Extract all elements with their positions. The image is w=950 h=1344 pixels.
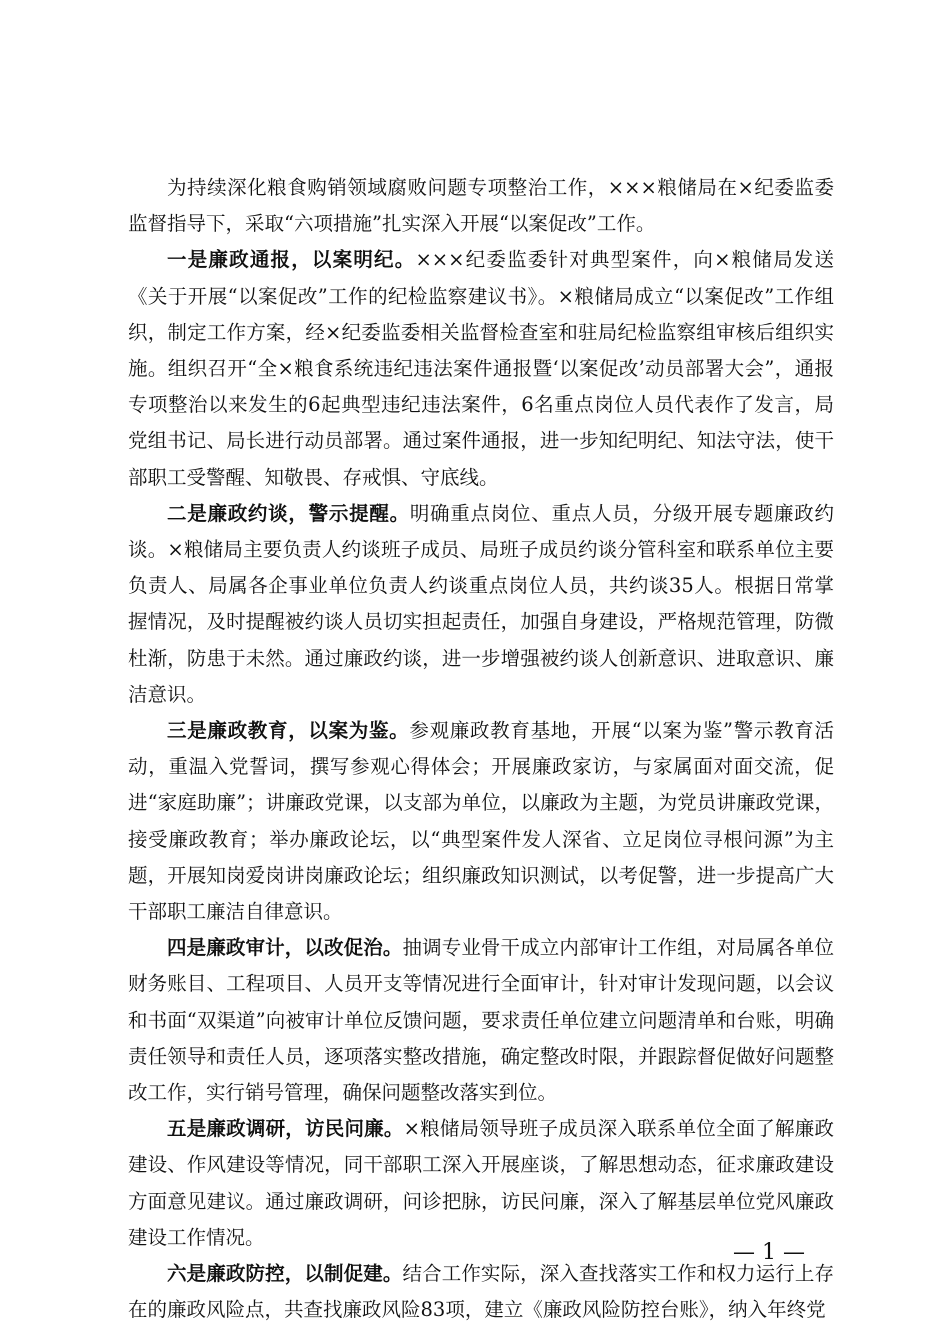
section-heading-1: 一是廉政通报，以案明纪。 — [167, 248, 416, 272]
section-body-6: 结合工作实际，深入查找落实工作和权力运行上存在的廉政风险点，共查找廉政风险83项，建立《廉政风险防控台账》，纳入年终党 — [128, 1262, 834, 1322]
section-paragraph-4 — [128, 930, 834, 1111]
section-paragraph-3 — [128, 713, 834, 930]
section-body-3: 参观廉政教育基地，开展“以案为鉴”警示教育活动，重温入党誓词，撰写参观心得体会；开展廉政家访，与家属面对面交流，促进“家庭助廉”；讲廉政党课，以支部为单位，以廉政为主题，为党员讲廉政党课，接受廉政教育；举办廉政论坛，以“典型案件发人深省、立足岗位寻根问源”为主题，开展知岗爱岗讲岗廉政论坛；组织廉政知识测试，以考促警，进一步提高广大干部职工廉洁自律意识。 — [128, 719, 834, 924]
intro-paragraph — [128, 170, 834, 242]
page-number: — 1 — — [733, 1240, 805, 1265]
section-heading-6: 六是廉政防控，以制促建。 — [167, 1262, 403, 1286]
section-paragraph-1 — [128, 242, 834, 495]
section-heading-4: 四是廉政审计，以改促治。 — [167, 936, 403, 960]
section-paragraph-5 — [128, 1111, 834, 1256]
section-body-1: ×××纪委监委针对典型案件，向×粮储局发送《关于开展“以案促改”工作的纪检监察建议书》。×粮储局成立“以案促改”工作组织，制定工作方案，经×纪委监委相关监督检查室和驻局纪检监察组审核后组织实施。组织召开“全×粮食系统违纪违法案件通报暨‘以案促改’动员部署大会”，通报专项整治以来发生的6起典型违纪违法案件，6名重点岗位人员代表作了发言，局党组书记、局长进行动员部署。通过案件通报，进一步知纪明纪、知法守法，使干部职工受警醒、知敬畏、存戒惧、守底线。 — [128, 248, 834, 489]
section-body-2: 明确重点岗位、重点人员，分级开展专题廉政约谈。×粮储局主要负责人约谈班子成员、局班子成员约谈分管科室和联系单位主要负责人、局属各企事业单位负责人约谈重点岗位人员，共约谈35人。根据日常掌握情况，及时提醒被约谈人员切实担起责任，加强自身建设，严格规范管理，防微杜渐，防患于未然。通过廉政约谈，进一步增强被约谈人创新意识、进取意识、廉洁意识。 — [128, 501, 834, 706]
section-body-5: ×粮储局领导班子成员深入联系单位全面了解廉政建设、作风建设等情况，同干部职工深入开展座谈，了解思想动态，征求廉政建设方面意见建议。通过廉政调研，问诊把脉，访民问廉，深入了解基层单位党风廉政建设工作情况。 — [128, 1117, 834, 1249]
section-heading-3: 三是廉政教育，以案为鉴。 — [167, 719, 410, 743]
intro-text: 为持续深化粮食购销领域腐败问题专项整治工作，×××粮储局在×纪委监委监督指导下，采取“六项措施”扎实深入开展“以案促改”工作。 — [128, 176, 834, 236]
section-heading-5: 五是廉政调研，访民问廉。 — [167, 1117, 404, 1141]
section-body-4: 抽调专业骨干成立内部审计工作组，对局属各单位财务账目、工程项目、人员开支等情况进行全面审计，针对审计发现问题，以会议和书面“双渠道”向被审计单位反馈问题，要求责任单位建立问题清单和台账，明确责任领导和责任人员，逐项落实整改措施，确定整改时限，并跟踪督促做好问题整改工作，实行销号管理，确保问题整改落实到位。 — [128, 936, 834, 1105]
section-heading-2: 二是廉政约谈，警示提醒。 — [167, 501, 410, 525]
document-body — [128, 170, 834, 1329]
section-paragraph-2 — [128, 496, 834, 713]
section-paragraph-6 — [128, 1256, 834, 1328]
